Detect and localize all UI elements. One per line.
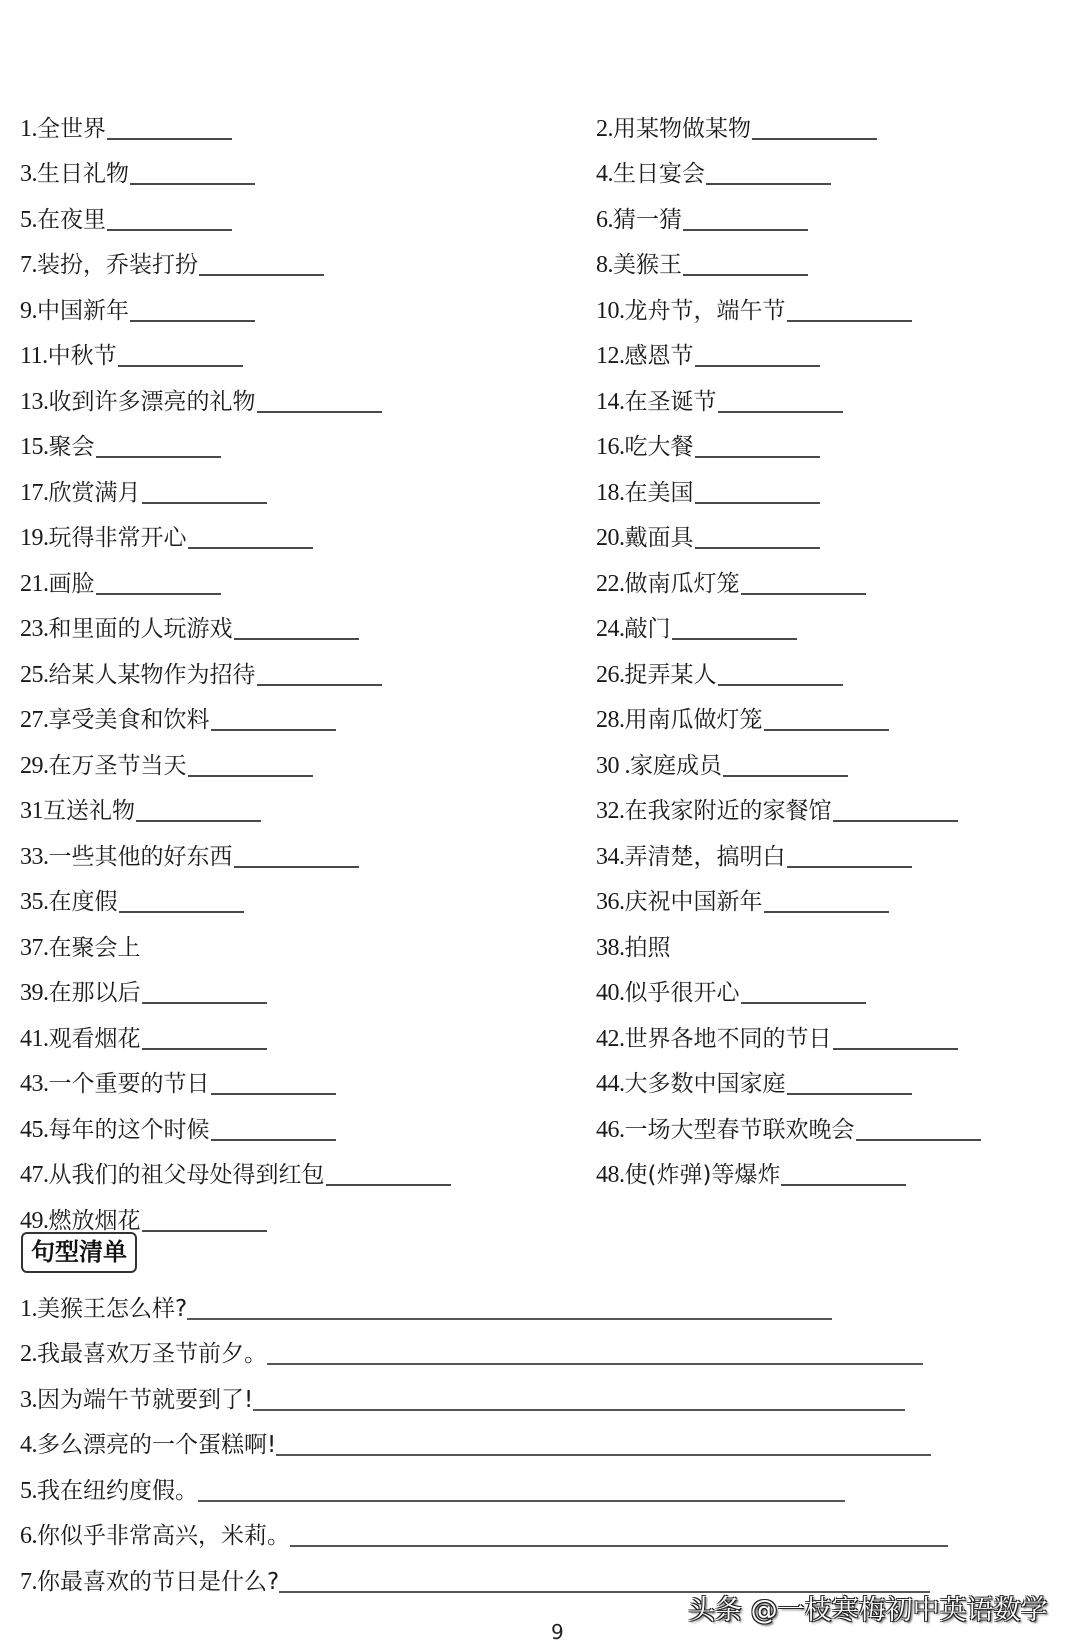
answer-blank[interactable]: [142, 1048, 267, 1050]
item-text: 和里面的人玩游戏: [48, 616, 233, 642]
vocab-item: [20, 387, 382, 417]
vocab-row: [0, 417, 1080, 463]
item-text: 在万圣节当天: [48, 752, 187, 779]
answer-blank[interactable]: [118, 365, 243, 367]
sentence-item: [20, 1294, 832, 1324]
item-text: 拍照: [624, 934, 671, 961]
item-number: 11.: [20, 343, 48, 369]
answer-blank[interactable]: [136, 820, 261, 822]
answer-blank[interactable]: [211, 729, 336, 731]
vocab-item: [596, 569, 866, 599]
vocab-item: [596, 1069, 912, 1099]
vocab-item: [20, 751, 313, 781]
item-number: 5.: [20, 1477, 37, 1504]
vocab-item: [596, 523, 820, 553]
item-number: 41.: [20, 1025, 49, 1052]
vocab-item: [596, 751, 848, 781]
item-text: 互送礼物: [43, 798, 135, 824]
vocab-row: [0, 644, 1080, 690]
item-text: 玩得非常开心: [48, 525, 187, 551]
sentence-text: 美猴王怎么样?: [37, 1295, 188, 1322]
item-number: 7.: [20, 1568, 37, 1595]
item-number: 38.: [596, 934, 625, 961]
vocab-row: [0, 280, 1080, 326]
vocab-item: [20, 705, 336, 735]
vocab-item: [596, 205, 808, 235]
answer-blank[interactable]: [672, 638, 797, 640]
vocab-item: [596, 614, 797, 644]
sentence-item: [20, 1430, 931, 1460]
answer-blank[interactable]: [188, 547, 313, 549]
item-text: 美猴王: [613, 252, 682, 278]
vocab-row: [0, 1099, 1080, 1145]
item-text: 享受美食和饮料: [48, 707, 210, 733]
item-text: 中秋节: [47, 343, 117, 369]
vocab-item: [20, 933, 141, 963]
vocab-row: [0, 189, 1080, 235]
answer-blank[interactable]: [695, 547, 820, 549]
sentence-item: [20, 1521, 948, 1551]
vocab-item: [20, 1024, 267, 1054]
item-number: 48.: [596, 1162, 625, 1188]
item-number: 26.: [596, 661, 625, 688]
answer-blank[interactable]: [130, 183, 255, 185]
vocab-item: [20, 432, 221, 462]
vocab-item: [20, 1160, 451, 1190]
vocab-item: [20, 523, 313, 553]
vocab-item: [20, 887, 244, 917]
item-text: 在美国: [624, 479, 694, 506]
item-number: 19.: [20, 525, 49, 551]
item-number: 40.: [596, 980, 625, 1006]
vocab-item: [596, 296, 912, 326]
item-number: 4.: [596, 161, 613, 187]
item-text: 一些其他的好东西: [48, 843, 233, 870]
item-text: 观看烟花: [48, 1025, 141, 1052]
vocab-row: [0, 144, 1080, 190]
vocab-row: [0, 735, 1080, 781]
item-number: 27.: [20, 707, 49, 733]
vocab-row: [0, 462, 1080, 508]
item-text: 中国新年: [37, 297, 129, 324]
vocab-item: [596, 159, 831, 189]
vocab-row: [0, 1008, 1080, 1054]
answer-blank[interactable]: [683, 274, 808, 276]
item-number: 29.: [20, 752, 49, 779]
item-text: 猜一猜: [613, 206, 682, 233]
sentence-row: [20, 1415, 1060, 1461]
item-number: 37.: [20, 934, 49, 961]
item-text: 使(炸弹)等爆炸: [624, 1162, 781, 1188]
item-text: 用南瓜做灯笼: [624, 707, 763, 733]
item-number: 1.: [20, 1295, 37, 1322]
item-number: 42.: [596, 1025, 625, 1052]
item-text: 做南瓜灯笼: [624, 570, 740, 597]
vocab-item: [20, 1206, 267, 1236]
item-number: 6.: [20, 1523, 37, 1549]
vocab-item: [596, 887, 889, 917]
vocab-item: [20, 296, 255, 326]
vocab-item: [596, 933, 671, 963]
vocab-item: [596, 1024, 958, 1054]
answer-blank[interactable]: [787, 320, 912, 322]
item-number: 36.: [596, 889, 625, 915]
item-text: 欣赏满月: [48, 479, 141, 506]
item-number: 45.: [20, 1116, 49, 1143]
answer-blank[interactable]: [833, 820, 958, 822]
item-number: 30 .: [596, 752, 630, 779]
vocab-row: [0, 690, 1080, 736]
item-number: 34.: [596, 843, 625, 870]
vocab-item: [596, 842, 912, 872]
answer-blank[interactable]: [199, 274, 324, 276]
item-text: 聚会: [48, 434, 95, 460]
item-number: 35.: [20, 889, 49, 915]
sentence-text: 你最喜欢的节日是什么?: [37, 1568, 280, 1595]
item-number: 7.: [20, 252, 37, 278]
sentence-item: [20, 1385, 905, 1415]
vocab-item: [20, 614, 359, 644]
item-number: 46.: [596, 1116, 625, 1143]
answer-blank[interactable]: [211, 1139, 336, 1141]
vocab-item: [596, 432, 820, 462]
vocab-row: [0, 553, 1080, 599]
sentence-text: 你似乎非常高兴，米莉。: [37, 1523, 290, 1549]
item-number: 22.: [596, 570, 625, 597]
vocab-item: [20, 205, 232, 235]
item-text: 在度假: [48, 889, 118, 915]
item-number: 1.: [20, 115, 37, 142]
item-text: 在聚会上: [48, 934, 141, 961]
answer-blank[interactable]: [96, 593, 221, 595]
answer-blank[interactable]: [257, 684, 382, 686]
vocab-item: [596, 1115, 981, 1145]
item-text: 画脸: [48, 570, 95, 597]
item-text: 感恩节: [624, 343, 694, 369]
answer-blank[interactable]: [211, 1093, 336, 1095]
item-text: 敲门: [624, 616, 671, 642]
vocab-row: [0, 826, 1080, 872]
answer-blank[interactable]: [142, 502, 267, 504]
vocab-item: [596, 387, 843, 417]
item-number: 44.: [596, 1071, 625, 1097]
answer-blank[interactable]: [723, 775, 848, 777]
answer-line[interactable]: [198, 1500, 845, 1502]
item-text: 收到许多漂亮的礼物: [48, 388, 256, 415]
sentence-text: 我在纽约度假。: [37, 1477, 198, 1504]
item-number: 9.: [20, 297, 37, 324]
answer-blank[interactable]: [234, 866, 359, 868]
item-number: 23.: [20, 616, 49, 642]
answer-blank[interactable]: [741, 1002, 866, 1004]
item-number: 32.: [596, 798, 625, 824]
vocab-row: [0, 326, 1080, 372]
answer-blank[interactable]: [130, 320, 255, 322]
vocab-item: [596, 978, 866, 1008]
item-number: 18.: [596, 479, 625, 506]
sentence-row: [20, 1369, 1060, 1415]
item-number: 31: [20, 798, 43, 824]
item-text: 吃大餐: [624, 434, 694, 460]
item-number: 24.: [596, 616, 625, 642]
answer-blank[interactable]: [695, 456, 820, 458]
answer-blank[interactable]: [787, 1093, 912, 1095]
sentence-row: [20, 1324, 1060, 1370]
vocab-item: [596, 114, 877, 144]
item-number: 12.: [596, 343, 625, 369]
answer-blank[interactable]: [326, 1184, 451, 1186]
vocab-row: [0, 599, 1080, 645]
answer-blank[interactable]: [96, 456, 221, 458]
vocab-item: [596, 478, 820, 508]
answer-blank[interactable]: [764, 911, 889, 913]
vocab-row: [0, 1054, 1080, 1100]
item-text: 生日宴会: [613, 161, 705, 187]
vocab-row: [0, 1145, 1080, 1191]
answer-blank[interactable]: [718, 411, 843, 413]
answer-blank[interactable]: [107, 138, 232, 140]
sentence-text: 多么漂亮的一个蛋糕啊!: [37, 1432, 277, 1458]
item-number: 2.: [20, 1341, 37, 1367]
answer-blank[interactable]: [188, 775, 313, 777]
item-number: 14.: [596, 388, 625, 415]
item-text: 弄清楚，搞明白: [624, 843, 786, 870]
item-text: 每年的这个时候: [48, 1116, 210, 1143]
vocab-item: [596, 796, 958, 826]
answer-line[interactable]: [276, 1454, 931, 1456]
answer-blank[interactable]: [119, 911, 244, 913]
answer-blank[interactable]: [695, 365, 820, 367]
answer-blank[interactable]: [142, 1002, 267, 1004]
item-number: 6.: [596, 206, 613, 233]
answer-blank[interactable]: [781, 1184, 906, 1186]
item-text: 家庭成员: [630, 752, 722, 779]
item-text: 大多数中国家庭: [624, 1071, 786, 1097]
item-text: 似乎很开心: [624, 980, 740, 1006]
vocab-item: [20, 978, 267, 1008]
page-number: 9: [551, 1620, 564, 1644]
answer-blank[interactable]: [764, 729, 889, 731]
item-number: 33.: [20, 843, 49, 870]
vocab-item: [20, 159, 255, 189]
item-number: 28.: [596, 707, 625, 733]
sentence-row: [20, 1506, 1060, 1552]
answer-blank[interactable]: [257, 411, 382, 413]
item-text: 在那以后: [48, 980, 141, 1006]
sentence-item: [20, 1476, 845, 1506]
item-text: 戴面具: [624, 525, 694, 551]
sentence-row: [20, 1460, 1060, 1506]
answer-blank[interactable]: [787, 866, 912, 868]
item-number: 3.: [20, 1386, 37, 1413]
vocab-item: [20, 250, 324, 280]
vocab-list: [0, 98, 1080, 1236]
item-text: 燃放烟花: [48, 1207, 141, 1234]
item-number: 21.: [20, 570, 49, 597]
sentence-row: [20, 1278, 1060, 1324]
answer-line[interactable]: [187, 1318, 832, 1320]
item-number: 15.: [20, 434, 49, 460]
sentence-item: [20, 1339, 923, 1369]
item-number: 20.: [596, 525, 625, 551]
sentence-text: 因为端午节就要到了!: [37, 1386, 254, 1413]
item-number: 5.: [20, 206, 37, 233]
item-text: 捉弄某人: [624, 661, 717, 688]
item-text: 一个重要的节日: [48, 1071, 210, 1097]
item-number: 3.: [20, 161, 37, 187]
vocab-row: [0, 963, 1080, 1009]
vocab-row: [0, 872, 1080, 918]
item-number: 49.: [20, 1207, 49, 1234]
vocab-item: [20, 341, 243, 371]
item-number: 13.: [20, 388, 49, 415]
item-text: 装扮，乔装打扮: [37, 252, 198, 278]
vocab-item: [596, 705, 889, 735]
item-number: 10.: [596, 297, 625, 324]
vocab-row: [0, 917, 1080, 963]
answer-line[interactable]: [253, 1409, 905, 1411]
answer-blank[interactable]: [706, 183, 831, 185]
answer-line[interactable]: [290, 1545, 948, 1547]
vocab-item: [20, 1069, 336, 1099]
vocab-row: [0, 235, 1080, 281]
vocab-row: [0, 371, 1080, 417]
item-number: 17.: [20, 479, 49, 506]
item-text: 用某物做某物: [613, 115, 751, 142]
answer-blank[interactable]: [142, 1230, 267, 1232]
vocab-row: [0, 98, 1080, 144]
vocab-row: [0, 1190, 1080, 1236]
item-text: 生日礼物: [37, 161, 129, 187]
sentence-text: 我最喜欢万圣节前夕。: [37, 1341, 267, 1367]
vocab-item: [20, 569, 221, 599]
item-number: 43.: [20, 1071, 49, 1097]
answer-blank[interactable]: [234, 638, 359, 640]
item-text: 从我们的祖父母处得到红包: [48, 1162, 325, 1188]
answer-blank[interactable]: [856, 1139, 981, 1141]
answer-blank[interactable]: [833, 1048, 958, 1050]
item-number: 4.: [20, 1432, 37, 1458]
answer-blank[interactable]: [741, 593, 866, 595]
item-text: 给某人某物作为招待: [48, 661, 256, 688]
item-number: 25.: [20, 661, 49, 688]
vocab-item: [596, 660, 843, 690]
answer-line[interactable]: [267, 1363, 923, 1365]
vocab-item: [20, 842, 359, 872]
item-text: 在夜里: [37, 206, 106, 233]
item-text: 庆祝中国新年: [624, 889, 763, 915]
item-number: 16.: [596, 434, 625, 460]
answer-blank[interactable]: [718, 684, 843, 686]
vocab-item: [20, 1115, 336, 1145]
item-text: 在我家附近的家餐馆: [624, 798, 832, 824]
vocab-item: [596, 250, 808, 280]
item-text: 在圣诞节: [624, 388, 717, 415]
answer-blank[interactable]: [695, 502, 820, 504]
item-text: 世界各地不同的节日: [624, 1025, 832, 1052]
answer-blank[interactable]: [683, 229, 808, 231]
watermark: 头条 @一枝寒梅初中英语数学: [688, 1595, 1048, 1626]
vocab-item: [20, 796, 261, 826]
vocab-item: [20, 114, 232, 144]
vocab-item: [596, 1160, 906, 1190]
section-header-sentence-patterns: 句型清单: [21, 1232, 137, 1273]
item-number: 47.: [20, 1162, 49, 1188]
vocab-item: [20, 478, 267, 508]
vocab-item: [20, 660, 382, 690]
vocab-row: [0, 781, 1080, 827]
vocab-item: [596, 341, 820, 371]
answer-blank[interactable]: [752, 138, 877, 140]
answer-blank[interactable]: [107, 229, 232, 231]
sentence-list: [20, 1278, 1060, 1597]
vocab-row: [0, 508, 1080, 554]
item-number: 39.: [20, 980, 49, 1006]
item-text: 全世界: [37, 115, 106, 142]
item-text: 龙舟节，端午节: [624, 297, 786, 324]
item-number: 8.: [596, 252, 613, 278]
item-number: 2.: [596, 115, 613, 142]
item-text: 一场大型春节联欢晚会: [624, 1116, 855, 1143]
